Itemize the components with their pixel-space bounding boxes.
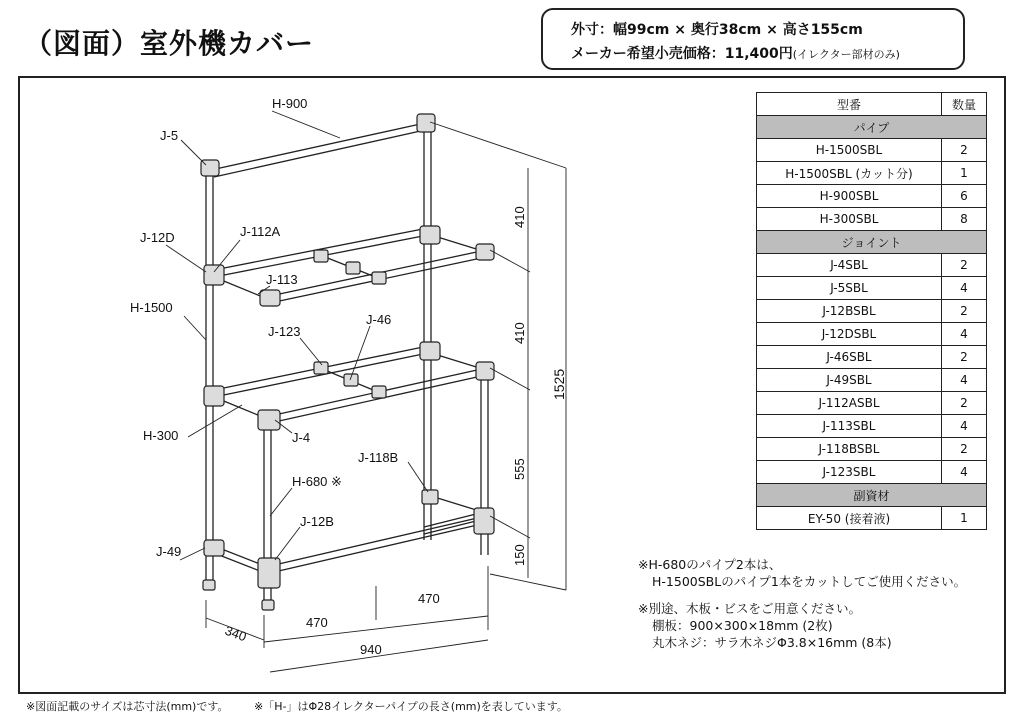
table-row	[757, 415, 987, 438]
spec-price-note: (イレクター部材のみ)	[792, 48, 900, 61]
label-h1500: H-1500	[130, 300, 173, 315]
part-model: H-1500SBL (カット分)	[757, 162, 942, 185]
label-j118b: J-118B	[358, 450, 399, 465]
label-j113: J-113	[266, 272, 298, 287]
part-qty: 4	[942, 461, 987, 484]
section-supplies: 副資材	[757, 484, 987, 507]
dim-1525: 1525	[551, 368, 567, 400]
spec-price: メーカー希望小売価格：11,400円	[571, 46, 793, 62]
table-row	[757, 162, 987, 185]
part-qty: 6	[942, 185, 987, 208]
note-h680-1: ※H-680のパイプ2本は、	[638, 557, 782, 572]
section-row	[757, 231, 987, 254]
part-model: H-1500SBL	[757, 139, 942, 162]
footer-note-2: ※「H-」はΦ28イレクターパイプの長さ(mm)を表しています。	[253, 700, 568, 713]
dim-940: 940	[360, 642, 382, 657]
label-h300: H-300	[143, 428, 179, 443]
part-qty: 4	[942, 277, 987, 300]
parts-table	[756, 92, 987, 530]
table-row	[757, 254, 987, 277]
dim-410-lower: 410	[512, 322, 527, 344]
part-model: J-12DSBL	[757, 323, 942, 346]
part-model: J-49SBL	[757, 369, 942, 392]
table-row	[757, 461, 987, 484]
part-model: J-118BSBL	[757, 438, 942, 461]
table-row	[757, 392, 987, 415]
label-j12b: J-12B	[300, 514, 334, 529]
label-h900: H-900	[272, 96, 308, 111]
label-j46: J-46	[366, 312, 392, 327]
label-j49: J-49	[156, 544, 182, 559]
table-row	[757, 277, 987, 300]
part-qty: 8	[942, 208, 987, 231]
part-model: J-12BSBL	[757, 300, 942, 323]
page-title: （図面）室外機カバー	[24, 27, 315, 60]
dim-555: 555	[512, 458, 527, 480]
header-model: 型番	[757, 93, 942, 116]
part-qty: 4	[942, 415, 987, 438]
part-model: J-5SBL	[757, 277, 942, 300]
dim-410-upper: 410	[512, 206, 527, 228]
dim-470-right: 470	[418, 591, 440, 606]
note-extra-1: ※別途、木板・ビスをご用意ください。	[638, 601, 861, 616]
part-qty: 4	[942, 323, 987, 346]
note-extra-2: 棚板：900×300×18mm (2枚)	[652, 618, 833, 633]
table-row	[757, 369, 987, 392]
part-model: J-4SBL	[757, 254, 942, 277]
label-j5: J-5	[160, 128, 179, 143]
part-qty: 2	[942, 438, 987, 461]
parts-header-row	[757, 93, 987, 116]
table-row	[757, 346, 987, 369]
table-row	[757, 139, 987, 162]
note-h680-2: H-1500SBLのパイプ1本をカットしてご使用ください。	[652, 574, 967, 589]
part-qty: 2	[942, 346, 987, 369]
dim-150: 150	[512, 544, 527, 566]
part-model: J-113SBL	[757, 415, 942, 438]
footer-note-1: ※図面記載のサイズは芯寸法(mm)です。	[26, 700, 229, 713]
part-qty: 2	[942, 392, 987, 415]
label-j4: J-4	[292, 430, 311, 445]
spec-size: 外寸：幅99cm × 奥行38cm × 高さ155cm	[571, 22, 863, 38]
footer	[26, 698, 590, 714]
section-joint: ジョイント	[757, 231, 987, 254]
part-qty: 2	[942, 300, 987, 323]
part-model: J-46SBL	[757, 346, 942, 369]
part-model: EY-50 (接着液)	[757, 507, 942, 530]
section-row	[757, 116, 987, 139]
part-model: H-300SBL	[757, 208, 942, 231]
label-j12d: J-12D	[140, 230, 175, 245]
part-qty: 2	[942, 254, 987, 277]
table-row	[757, 208, 987, 231]
dim-470-left: 470	[306, 615, 328, 630]
part-qty: 2	[942, 139, 987, 162]
table-row	[757, 507, 987, 530]
header-qty: 数量	[942, 93, 987, 116]
section-row	[757, 484, 987, 507]
note-extra-3: 丸木ネジ：サラ木ネジΦ3.8×16mm (8本)	[652, 635, 892, 650]
label-j112a: J-112A	[240, 224, 281, 239]
label-j123: J-123	[268, 324, 301, 339]
part-model: J-123SBL	[757, 461, 942, 484]
table-row	[757, 438, 987, 461]
notes	[638, 556, 966, 651]
part-model: H-900SBL	[757, 185, 942, 208]
label-h680: H-680 ※	[292, 474, 342, 489]
table-row	[757, 300, 987, 323]
part-qty: 1	[942, 162, 987, 185]
part-qty: 4	[942, 369, 987, 392]
section-pipe: パイプ	[757, 116, 987, 139]
part-model: J-112ASBL	[757, 392, 942, 415]
table-row	[757, 323, 987, 346]
part-qty: 1	[942, 507, 987, 530]
table-row	[757, 185, 987, 208]
dim-340: 340	[222, 622, 249, 645]
